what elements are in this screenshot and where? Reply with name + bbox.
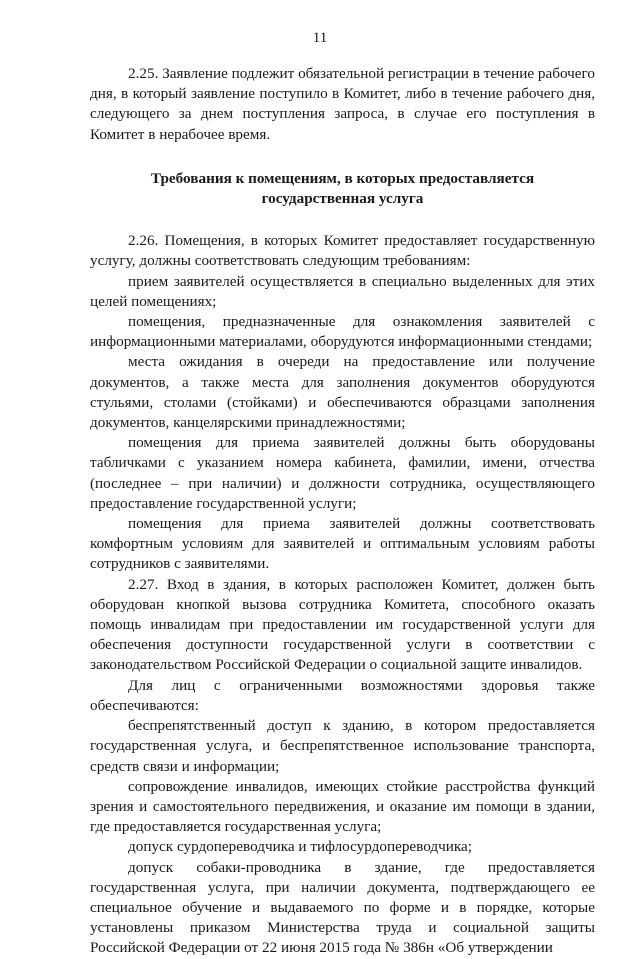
section-heading-line-1: Требования к помещениям, в которых предоставляется bbox=[150, 169, 535, 187]
provision-escort: сопровождение инвалидов, имеющих стойкие расстройства функций зрения и самостоятельного передвижения, и оказание им помощи в здании, где предоставляется государственная услуга; bbox=[90, 777, 595, 836]
requirement-reception-rooms: прием заявителей осуществляется в специально выделенных для этих целей помещениях; bbox=[90, 272, 595, 310]
disability-provisions-intro: Для лиц с ограниченными возможностями здоровья также обеспечиваются: bbox=[90, 676, 595, 714]
requirement-office-signs: помещения для приема заявителей должны быть оборудованы табличками с указанием номера кабинета, фамилии, имени, отчества (последнее – при наличии) и должности сотрудника, осуществляющего предоставление государственной услуги; bbox=[90, 434, 595, 512]
provision-guide-dog: допуск собаки-проводника в здание, где предоставляется государственная услуга, при наличии документа, подтверждающего ее специальное обучение и выдаваемого по форме и в порядке, которые установлены приказом Министерства труда и социальной защиты Российской Федерации от 22 июня 2015 года № 386н «Об утверждении bbox=[90, 858, 595, 957]
provision-sign-interpreter: допуск сурдопереводчика и тифлосурдопереводчика; bbox=[128, 838, 472, 856]
document-body bbox=[90, 64, 595, 959]
requirement-waiting-areas: места ожидания в очереди на предоставление или получение документов, а также места для заполнения документов оборудуются стульями, столами (стойками) и обеспечиваются образцами заполнения документов, канцелярскими принадлежностями; bbox=[90, 353, 595, 432]
requirement-info-stands: помещения, предназначенные для ознакомления заявителей с информационными материалами, оборудуются информационными стендами; bbox=[90, 313, 595, 351]
section-heading bbox=[90, 169, 595, 209]
section-heading-line-2: государственная услуга bbox=[261, 190, 424, 208]
paragraph-2-25: 2.25. Заявление подлежит обязательной регистрации в течение рабочего дня, в который заявление поступило в Комитет, либо в течение рабочего дня, следующего за днем поступления запроса, в случае его поступления в Комитет в нерабочее время. bbox=[90, 65, 595, 143]
paragraph-2-26: 2.26. Помещения, в которых Комитет предоставляет государственную услугу, должны соответствовать следующим требованиям: bbox=[90, 232, 595, 270]
page-number: 11 bbox=[312, 30, 328, 46]
paragraph-2-27: 2.27. Вход в здания, в которых расположен Комитет, должен быть оборудован кнопкой вызова сотрудника Комитета, способного оказать помощь инвалидам при предоставлении им государственной услуги для обеспечения доступности государственной услуги в соответствии с законодательством Российской Федерации о социальной защите инвалидов. bbox=[90, 575, 595, 674]
requirement-comfort-conditions: помещения для приема заявителей должны соответствовать комфортным условиям для заявителей и оптимальным условиям работы сотрудников с заявителями. bbox=[90, 515, 595, 573]
provision-building-access: беспрепятственный доступ к зданию, в котором предоставляется государственная услуга, и беспрепятственное использование транспорта, средств связи и информации; bbox=[90, 717, 595, 775]
